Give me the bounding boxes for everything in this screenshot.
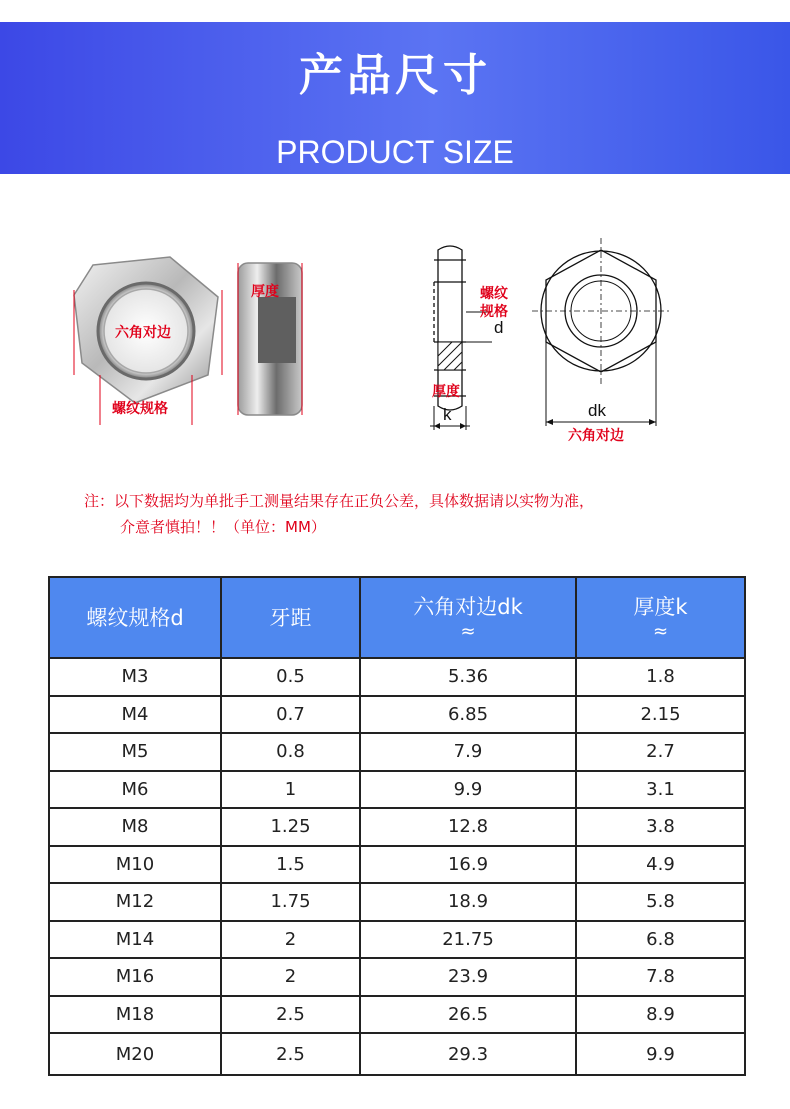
note-line-2: 介意者慎拍！！（单位：MM） <box>120 518 326 536</box>
cell-pitch: 2 <box>221 958 360 996</box>
cell-pitch: 0.5 <box>221 658 360 696</box>
cell-thickness: 5.8 <box>576 883 745 921</box>
photo-thickness-label: 厚度 <box>251 284 279 300</box>
cell-across-flats: 21.75 <box>360 921 576 959</box>
page-subtitle: PRODUCT SIZE <box>276 134 514 170</box>
cell-thread-spec: M4 <box>49 696 221 734</box>
cell-pitch: 2.5 <box>221 996 360 1034</box>
cell-thread-spec: M14 <box>49 921 221 959</box>
cell-thread-spec: M16 <box>49 958 221 996</box>
header-pitch: 牙距 <box>221 577 360 658</box>
table-row <box>49 996 745 1034</box>
cell-thread-spec: M6 <box>49 771 221 809</box>
cell-pitch: 2.5 <box>221 1033 360 1075</box>
cell-thickness: 1.8 <box>576 658 745 696</box>
cell-thickness: 7.8 <box>576 958 745 996</box>
cell-thickness: 9.9 <box>576 1033 745 1075</box>
cell-thread-spec: M5 <box>49 733 221 771</box>
cell-pitch: 0.8 <box>221 733 360 771</box>
diagram-across-flats-label: 六角对边 <box>568 428 624 444</box>
cell-pitch: 2 <box>221 921 360 959</box>
cell-across-flats: 6.85 <box>360 696 576 734</box>
diagram-k-label: k <box>443 405 452 424</box>
cell-pitch: 1.5 <box>221 846 360 884</box>
cell-thickness: 3.8 <box>576 808 745 846</box>
photo-across-flats-label: 六角对边 <box>115 325 171 341</box>
nut-technical-drawing <box>410 230 690 450</box>
cell-pitch: 0.7 <box>221 696 360 734</box>
table-row <box>49 808 745 846</box>
table-row <box>49 696 745 734</box>
header-thread-spec: 螺纹规格d <box>49 577 221 658</box>
cell-across-flats: 7.9 <box>360 733 576 771</box>
nut-photo-illustration <box>60 235 320 435</box>
cell-across-flats: 26.5 <box>360 996 576 1034</box>
header-across-flats: 六角对边dk ≈ <box>360 577 576 658</box>
header-thickness: 厚度k ≈ <box>576 577 745 658</box>
diagram-thread-spec-line1: 螺纹 <box>480 286 508 302</box>
table-header-row <box>49 577 745 658</box>
diagram-thread-spec-line2: 规格 <box>480 304 508 320</box>
table-row <box>49 771 745 809</box>
cell-across-flats: 16.9 <box>360 846 576 884</box>
table-row <box>49 958 745 996</box>
drawing-front-view <box>532 238 670 384</box>
measurement-note <box>84 488 744 540</box>
cell-across-flats: 23.9 <box>360 958 576 996</box>
cell-thickness: 4.9 <box>576 846 745 884</box>
cell-thickness: 2.7 <box>576 733 745 771</box>
diagram-d-label: d <box>494 318 504 337</box>
cell-thread-spec: M10 <box>49 846 221 884</box>
cell-thread-spec: M3 <box>49 658 221 696</box>
cell-pitch: 1 <box>221 771 360 809</box>
cell-across-flats: 18.9 <box>360 883 576 921</box>
spec-table <box>48 576 746 1076</box>
table-row <box>49 1033 745 1075</box>
photo-thread-spec-label: 螺纹规格 <box>112 401 168 417</box>
table-row <box>49 846 745 884</box>
cell-thickness: 2.15 <box>576 696 745 734</box>
page-title: 产品尺寸 <box>299 50 491 101</box>
drawing-section-hatch <box>438 342 462 370</box>
cell-thread-spec: M20 <box>49 1033 221 1075</box>
table-row <box>49 883 745 921</box>
cell-thread-spec: M12 <box>49 883 221 921</box>
cell-across-flats: 9.9 <box>360 771 576 809</box>
cell-thickness: 8.9 <box>576 996 745 1034</box>
table-row <box>49 658 745 696</box>
cell-thread-spec: M8 <box>49 808 221 846</box>
cell-across-flats: 5.36 <box>360 658 576 696</box>
cell-across-flats: 29.3 <box>360 1033 576 1075</box>
cell-pitch: 1.25 <box>221 808 360 846</box>
cell-thickness: 6.8 <box>576 921 745 959</box>
diagram-dk-label: dk <box>588 401 606 420</box>
table-row <box>49 733 745 771</box>
header-banner <box>0 22 790 174</box>
cell-pitch: 1.75 <box>221 883 360 921</box>
table-row <box>49 921 745 959</box>
cell-thickness: 3.1 <box>576 771 745 809</box>
cell-across-flats: 12.8 <box>360 808 576 846</box>
note-line-1: 注：以下数据均为单批手工测量结果存在正负公差，具体数据请以实物为准， <box>84 492 595 510</box>
cell-thread-spec: M18 <box>49 996 221 1034</box>
diagram-thickness-label: 厚度 <box>432 384 460 400</box>
